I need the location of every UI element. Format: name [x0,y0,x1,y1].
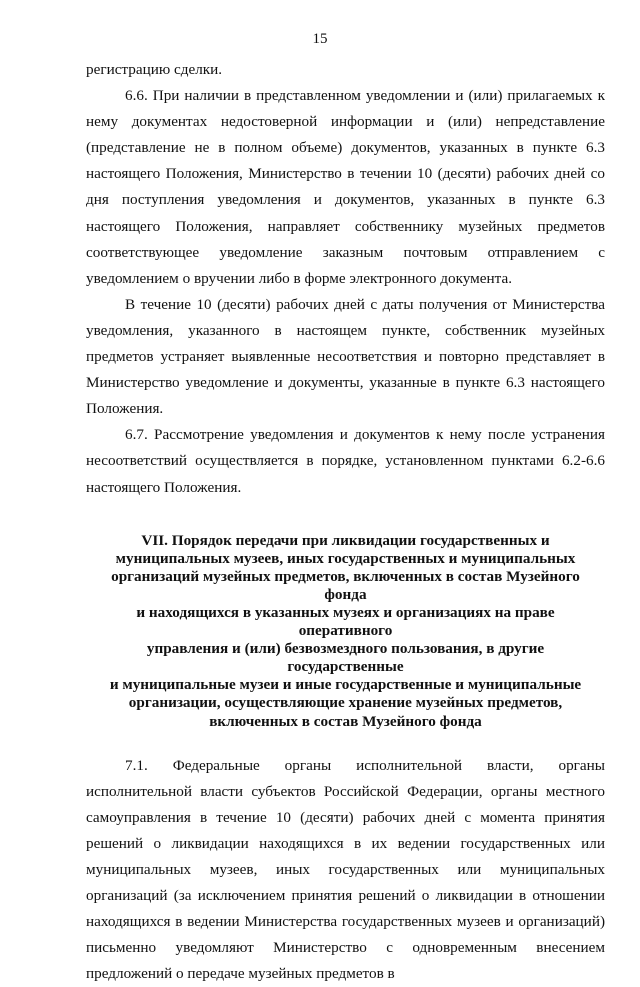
paragraph-6-7: 6.7. Рассмотрение уведомления и документов к нему после устранения несоответствий осуществляется в порядке, установленном пунктами 6.2-6.6 настоящего Положения. [86,426,605,496]
heading-line: организаций музейных предметов, включенных в состав Музейного фонда [111,567,580,603]
heading-line: организации, осуществляющие хранение музейных предметов, [128,694,563,712]
paragraph-6-6-correction: В течение 10 (десяти) рабочих дней с даты получения от Министерства уведомления, указанного в настоящем пункте, собственник музейных предметов устраняет выявленные несоответствия и повторно представляет в Министерство уведомление и документы, указанные в пункте 6.3 настоящего Положения. [86,295,605,418]
paragraph-7-1: 7.1. Федеральные органы исполнительной власти, органы исполнительной власти субъектов Российской Федерации, органы местного самоуправления в течение 10 (десяти) рабочих дней с момента принятия решений о ликвидации находящихся в их ведении государственных или муниципальных музеев, иных государственных или муниципальных организаций (за исключением принятия решений о ликвидации в отношении находящихся в ведении Министерства государственных музеев и организаций) письменно уведомляют Министерство с одновременным внесением предложений о передаче музейных предметов в [86,756,605,983]
document-body [86,57,605,987]
paragraph-6-6: 6.6. При наличии в представленном уведомлении и (или) прилагаемых к нему документах недостоверной информации и (или) непредставление (представление не в полном объеме) документов, указанных в пункте 6.3 настоящего Положения, Министерство в течении 10 (десяти) рабочих дней со дня поступления уведомления и документов, указанных в пункте 6.3 настоящего Положения, направляет собственнику музейных предметов соответствующее уведомление заказным почтовым отправлением с уведомлением о вручении либо в форме электронного документа. [86,87,605,287]
heading-line: и находящихся в указанных музеях и организациях на праве оперативного [136,603,555,640]
page-number: 15 [312,31,328,47]
heading-line: включенных в состав Музейного фонда [209,712,482,730]
section-heading-vii [94,532,597,731]
heading-line: муниципальных музеев, иных государственных и муниципальных [115,549,576,567]
heading-line: и муниципальные музеи и иные государственные и муниципальные [109,676,582,694]
paragraph-continuation: регистрацию сделки. [86,61,223,78]
heading-line: VII. Порядок передачи при ликвидации государственных и [141,531,550,549]
heading-line: управления и (или) безвозмездного пользования, в другие государственные [146,640,545,676]
